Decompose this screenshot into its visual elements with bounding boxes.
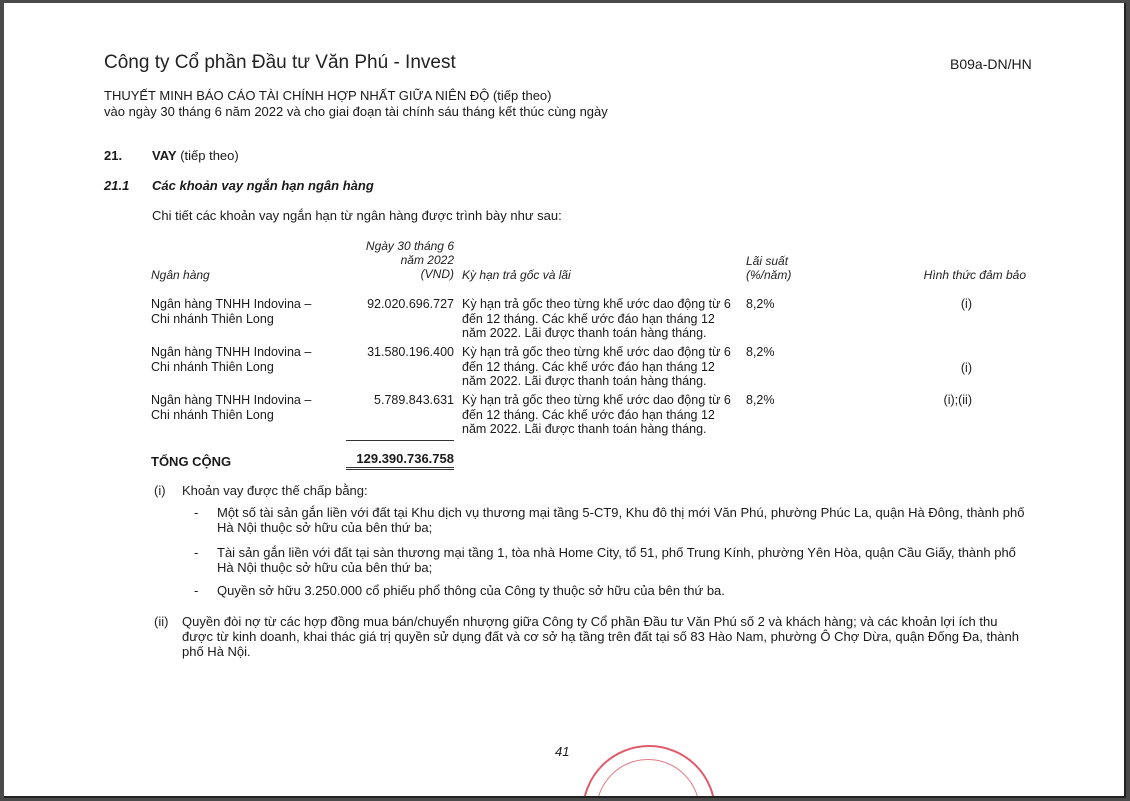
form-code: B09a-DN/HN (950, 56, 1032, 72)
bank-line1: Ngân hàng TNHH Indovina – (151, 297, 312, 311)
header-date-line3: (VND) (420, 267, 454, 281)
bullet-dash: - (194, 505, 199, 520)
document-page (4, 3, 1126, 798)
term-line1: Kỳ hạn trả gốc theo từng khế ước dao động từ 6 (462, 393, 731, 407)
report-period: vào ngày 30 tháng 6 năm 2022 và cho giai đoạn tài chính sáu tháng kết thúc cùng ngày (104, 104, 608, 119)
bullet-item: Một số tài sản gắn liền với đất tại Khu dịch vụ thương mại tầng 5-CT9, Khu đô thị mới Văn Phú, phường Phúc La, quận Hà Đông, thành phố Hà Nội thuộc sở hữu của bên thứ ba; (217, 505, 1025, 535)
cell-bank (151, 345, 341, 374)
cell-term (462, 297, 747, 341)
cell-rate: 8,2% (746, 393, 775, 407)
note-ii-marker: (ii) (154, 614, 169, 629)
cell-amount: 5.789.843.631 (374, 393, 454, 407)
term-line3: năm 2022. Lãi được thanh toán hàng tháng. (462, 326, 707, 340)
bullet-dash: - (194, 583, 199, 598)
cell-collateral: (i);(ii) (943, 393, 972, 407)
note-i-marker: (i) (154, 483, 166, 498)
header-rate (746, 254, 826, 282)
cell-bank (151, 393, 341, 422)
term-line2: đến 12 tháng. Các khế ước đáo hạn tháng 12 (462, 359, 715, 374)
term-line3: năm 2022. Lãi được thanh toán hàng tháng. (462, 422, 707, 436)
term-line3: năm 2022. Lãi được thanh toán hàng tháng. (462, 374, 707, 388)
term-line1: Kỳ hạn trả gốc theo từng khế ước dao động từ 6 (462, 297, 731, 311)
report-title: THUYẾT MINH BÁO CÁO TÀI CHÍNH HỢP NHẤT GIỮA NIÊN ĐỘ (tiếp theo) (104, 88, 552, 103)
term-line2: đến 12 tháng. Các khế ước đáo hạn tháng 12 (462, 407, 715, 422)
bank-line2: Chi nhánh Thiên Long (151, 407, 274, 422)
section-title-suffix: (tiếp theo) (176, 148, 239, 163)
cell-rate: 8,2% (746, 345, 775, 359)
total-double-rule (346, 467, 454, 470)
company-seal-stamp (582, 745, 716, 798)
header-date-line2: năm 2022 (400, 253, 454, 267)
subtotal-rule (346, 440, 454, 441)
cell-collateral: (i) (960, 361, 972, 375)
header-collateral: Hình thức đảm bảo (923, 268, 1026, 282)
section-number: 21. (104, 148, 123, 163)
total-amount: 129.390.736.758 (356, 451, 454, 466)
cell-term (462, 345, 747, 389)
bank-line2: Chi nhánh Thiên Long (151, 311, 274, 326)
bullet-item: Tài sản gắn liền với đất tại sàn thương mại tầng 1, tòa nhà Home City, tổ 51, phố Trung Kính, phường Yên Hòa, quận Cầu Giấy, thành phố Hà Nội thuộc sở hữu của bên thứ ba; (217, 545, 1016, 575)
cell-term (462, 393, 747, 437)
section-title (152, 148, 239, 163)
section-title-bold: VAY (152, 148, 177, 163)
cell-amount: 31.580.196.400 (367, 345, 454, 359)
header-date (334, 239, 454, 281)
term-line2: đến 12 tháng. Các khế ước đáo hạn tháng 12 (462, 311, 715, 326)
bullet-dash: - (194, 545, 199, 560)
cell-rate: 8,2% (746, 297, 775, 311)
header-date-line1: Ngày 30 tháng 6 (365, 239, 454, 253)
subsection-number: 21.1 (104, 178, 130, 193)
bullet-item: Quyền sở hữu 3.250.000 cổ phiếu phổ thông của Công ty thuộc sở hữu của bên thứ ba. (217, 583, 725, 598)
bank-line1: Ngân hàng TNHH Indovina – (151, 345, 312, 359)
header-rate-line1: Lãi suất (746, 254, 789, 268)
note-i-text: Khoản vay được thế chấp bằng: (182, 483, 368, 498)
header-bank: Ngân hàng (151, 268, 210, 282)
subsection-title: Các khoản vay ngắn hạn ngân hàng (152, 178, 374, 193)
term-line1: Kỳ hạn trả gốc theo từng khế ước dao động từ 6 (462, 345, 731, 359)
header-rate-line2: (%/năm) (746, 268, 792, 282)
cell-collateral: (i) (960, 297, 972, 311)
bank-line1: Ngân hàng TNHH Indovina – (151, 393, 312, 407)
bank-line2: Chi nhánh Thiên Long (151, 359, 274, 374)
intro-text: Chi tiết các khoản vay ngắn hạn từ ngân hàng được trình bày như sau: (152, 208, 562, 223)
page-number: 41 (555, 744, 570, 759)
cell-bank (151, 297, 341, 326)
total-label: TỔNG CỘNG (151, 454, 232, 469)
cell-amount: 92.020.696.727 (367, 297, 454, 311)
header-term: Kỳ hạn trả gốc và lãi (462, 268, 571, 282)
company-name: Công ty Cổ phần Đầu tư Văn Phú - Invest (104, 52, 456, 73)
note-ii-text: Quyền đòi nợ từ các hợp đồng mua bán/chuyển nhượng giữa Công ty Cổ phần Đầu tư Văn Phú số 2 và khách hàng; và các khoản lợi ích thu được từ kinh doanh, khai thác giá trị quyền sử dụng đất và cơ sở hạ tầng trên đất tại số 83 Hào Nam, phường Ô Chợ Dừa, quận Đống Đa, thành phố Hà Nội. (182, 614, 1019, 659)
